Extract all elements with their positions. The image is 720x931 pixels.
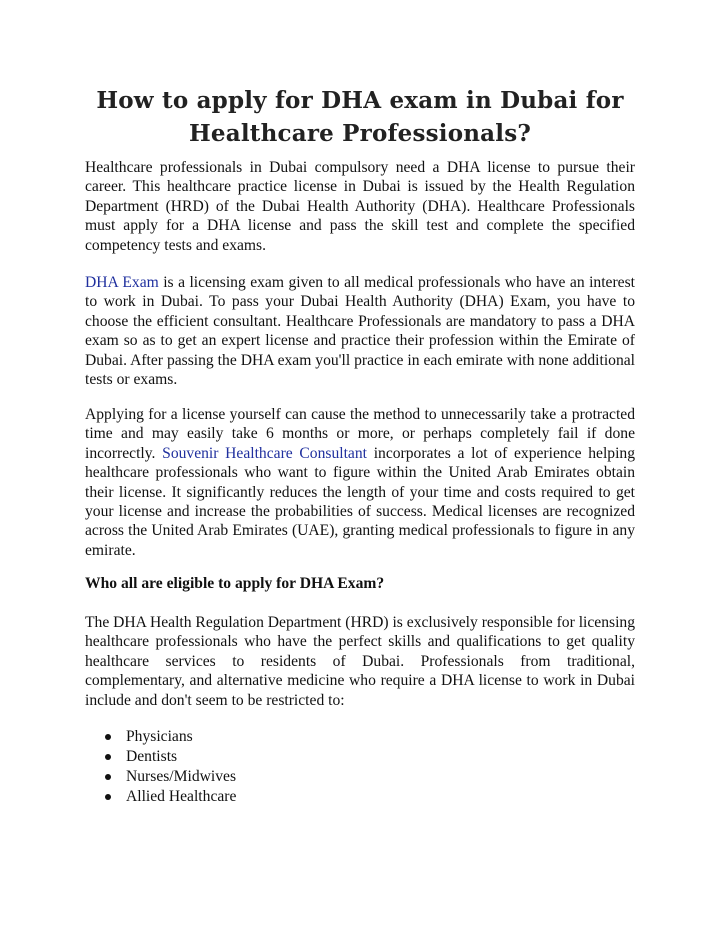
license-paragraph-rest: incorporates a lot of experience helping healthcare professionals who want to figure within the United Arab Emirates obtain their license. It significantly reduces the length of your time and costs required to get your license and increase the probabilities of success. Medical licenses are recognized across the United Arab Emirates (UAE), granting medical professionals to figure in any emirate. [85,444,635,559]
dha-exam-paragraph [85,273,635,389]
professions-list [85,727,635,807]
list-item [85,767,635,787]
bullet-icon [105,794,111,800]
eligibility-paragraph: The DHA Health Regulation Department (HRD) is exclusively responsible for licensing healthcare professionals who have the perfect skills and qualifications to get quality healthcare services to residents of Dubai. Professionals from traditional, complementary, and alternative medicine who require a DHA license to work in Dubai include and don't seem to be restricted to: [85,614,635,709]
bullet-icon [105,774,111,780]
bullet-icon [105,754,111,760]
bullet-icon [105,734,111,740]
dha-exam-link[interactable]: DHA Exam [85,274,159,291]
intro-paragraph: Healthcare professionals in Dubai compulsory need a DHA license to pursue their career. This healthcare practice license in Dubai is issued by the Health Regulation Department (HRD) of the Dubai Health Authority (DHA). Healthcare Professionals must apply for a DHA license and pass the skill test and complete the specified competency tests and exams. [85,159,635,254]
list-item [85,727,635,747]
list-item [85,747,635,767]
list-item-label: Allied Healthcare [126,788,237,805]
list-item [85,787,635,807]
license-paragraph [85,405,635,560]
list-item-label: Dentists [126,748,178,765]
list-item-label: Nurses/Midwives [126,768,237,785]
license-paragraph-intro: Applying for a license yourself can cause the method to unnecessarily take a protracted time and may easily take 6 months or more, or perhaps completely fail if done incorrectly. [85,406,635,462]
list-item-label: Physicians [126,728,193,745]
dha-exam-paragraph-text: is a licensing exam given to all medical professionals who have an interest to work in Dubai. To pass your Dubai Health Authority (DHA) Exam, you have to choose the efficient consultant. Healthcare Professionals are mandatory to pass a DHA exam so as to get an expert license and practice their profession within the Emirate of Dubai. After passing the DHA exam you'll practice in each emirate with none additional tests or exams. [85,274,635,389]
eligibility-heading: Who all are eligible to apply for DHA Exam? [85,575,385,592]
souvenir-healthcare-link[interactable]: Souvenir Healthcare Consultant [162,444,367,462]
page-title: How to apply for DHA exam in Dubai for Healthcare Professionals? [96,87,624,147]
